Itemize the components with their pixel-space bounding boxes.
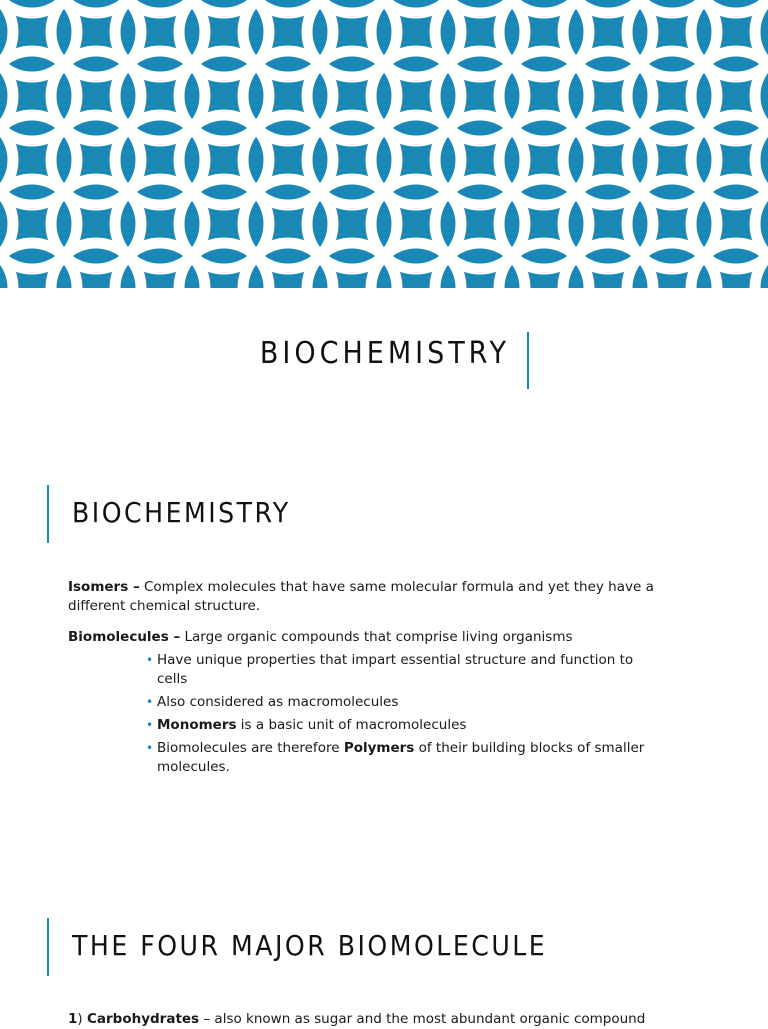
decorative-pattern: [0, 0, 768, 288]
heading-accent-bar: [47, 485, 49, 543]
heading-accent-bar: [47, 918, 49, 976]
four-biomolecules-slide: [0, 860, 768, 1027]
slide-heading: BIOCHEMISTRY: [72, 496, 291, 529]
bullet-item: [146, 693, 666, 712]
bullet-dot-icon: •: [146, 741, 154, 755]
biomolecules-definition: [68, 628, 688, 647]
bullet-dot-icon: •: [146, 695, 154, 709]
title-accent-bar: [527, 332, 529, 389]
bullet-bold-term: Monomers: [157, 717, 237, 733]
bullet-item: [146, 739, 666, 777]
biomolecules-term: Biomolecules –: [68, 629, 181, 645]
biochemistry-slide: [0, 460, 768, 860]
bullet-item: [146, 716, 666, 735]
bullet-item: [146, 651, 666, 689]
title-slide: [0, 0, 768, 460]
item-separator: ): [77, 1011, 83, 1027]
isomers-term: Isomers –: [68, 579, 140, 595]
item-term: Carbohydrates: [86, 1011, 200, 1027]
biomolecules-bullet-list: [146, 651, 666, 781]
bullet-dot-icon: •: [146, 653, 154, 667]
slide-heading: THE FOUR MAJOR BIOMOLECULE: [72, 929, 548, 962]
isomers-definition: [68, 578, 688, 616]
presentation-title: BIOCHEMISTRY: [259, 336, 510, 371]
item-number: 1: [68, 1011, 78, 1027]
bullet-text: of their building blocks of smaller molecules.: [157, 740, 645, 775]
bullet-bold-term: Polymers: [343, 740, 415, 756]
bullet-text: is a basic unit of macromolecules: [236, 717, 467, 733]
bullet-text: Have unique properties that impart essential structure and function to cells: [157, 652, 634, 687]
circle-lattice-pattern: [0, 0, 768, 288]
item-text: – also known as sugar and the most abundant organic compound: [199, 1011, 646, 1027]
bullet-dot-icon: •: [146, 718, 154, 732]
carbohydrates-item: [68, 1010, 688, 1029]
biomolecules-text: Large organic compounds that comprise living organisms: [180, 629, 573, 645]
bullet-text: Also considered as macromolecules: [157, 694, 399, 710]
isomers-text: Complex molecules that have same molecular formula and yet they have a different chemical structure.: [68, 579, 654, 614]
bullet-text: Biomolecules are therefore: [157, 740, 344, 756]
